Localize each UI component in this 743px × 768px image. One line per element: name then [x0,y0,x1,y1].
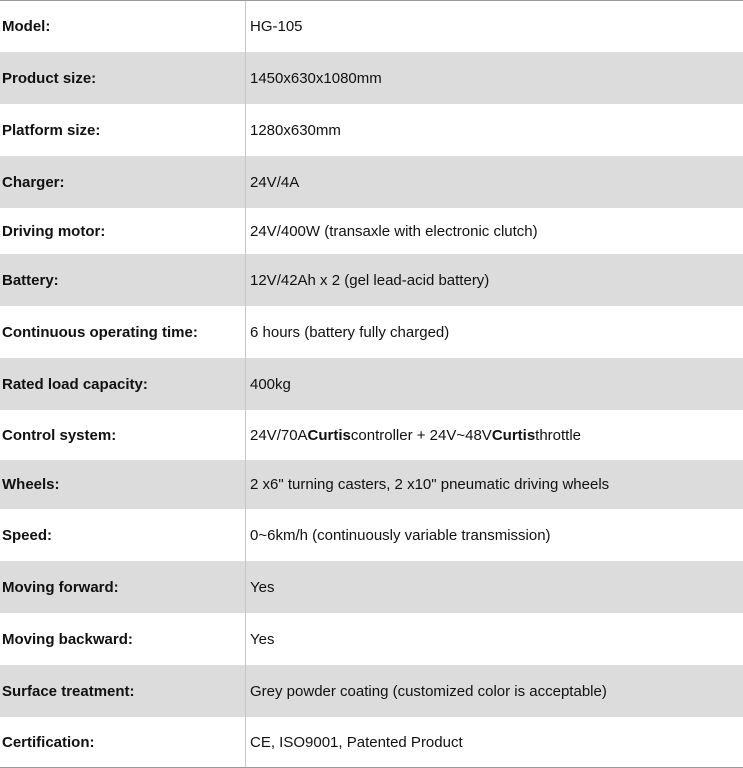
table-row [0,561,743,613]
spec-value: 2 x6" turning casters, 2 x10" pneumatic driving wheels [250,476,610,493]
spec-value: 400kg [250,375,291,393]
table-row [0,717,743,767]
spec-label: Certification: [0,717,246,767]
spec-value-part: 24V/70A [250,426,308,444]
spec-label: Product size: [0,52,246,104]
spec-label: Driving motor: [0,208,246,254]
brand-name: Curtis [307,426,351,444]
spec-value: Yes [250,578,275,596]
table-row [0,509,743,561]
spec-label: Wheels: [0,460,246,509]
spec-value: 24V/4A [250,173,300,191]
table-row [0,52,743,104]
table-row [0,1,743,52]
table-row [0,254,743,306]
spec-value: 0~6km/h (continuously variable transmission) [250,526,551,544]
spec-value-part: throttle [535,426,582,444]
spec-value-part: controller + 24V~48V [350,426,492,444]
spec-value: 24V/400W (transaxle with electronic clutch) [250,222,538,240]
spec-label: Charger: [0,156,246,208]
spec-label: Platform size: [0,104,246,156]
table-row [0,358,743,410]
spec-label: Battery: [0,254,246,306]
spec-label: Moving backward: [0,613,246,665]
table-row [0,104,743,156]
spec-value: HG-105 [250,18,303,35]
spec-value: CE, ISO9001, Patented Product [250,733,463,751]
spec-value: 6 hours (battery fully charged) [250,323,450,341]
table-row [0,306,743,358]
spec-label: Moving forward: [0,561,246,613]
spec-label: Speed: [0,509,246,561]
table-row [0,460,743,509]
spec-label: Surface treatment: [0,665,246,717]
spec-value: 12V/42Ah x 2 (gel lead-acid battery) [250,271,490,289]
table-row [0,665,743,717]
spec-label: Rated load capacity: [0,358,246,410]
spec-label: Control system: [0,410,246,460]
table-row [0,208,743,254]
brand-name: Curtis [491,426,536,444]
spec-value: 1450x630x1080mm [250,69,382,87]
spec-label: Model: [0,1,246,52]
spec-value: 1280x630mm [250,121,341,139]
spec-value: Yes [250,630,275,648]
spec-label: Continuous operating time: [0,306,246,358]
table-row [0,156,743,208]
table-row [0,613,743,665]
spec-value: Grey powder coating (customized color is acceptable) [250,682,607,700]
table-row [0,410,743,460]
spec-value [246,410,743,460]
